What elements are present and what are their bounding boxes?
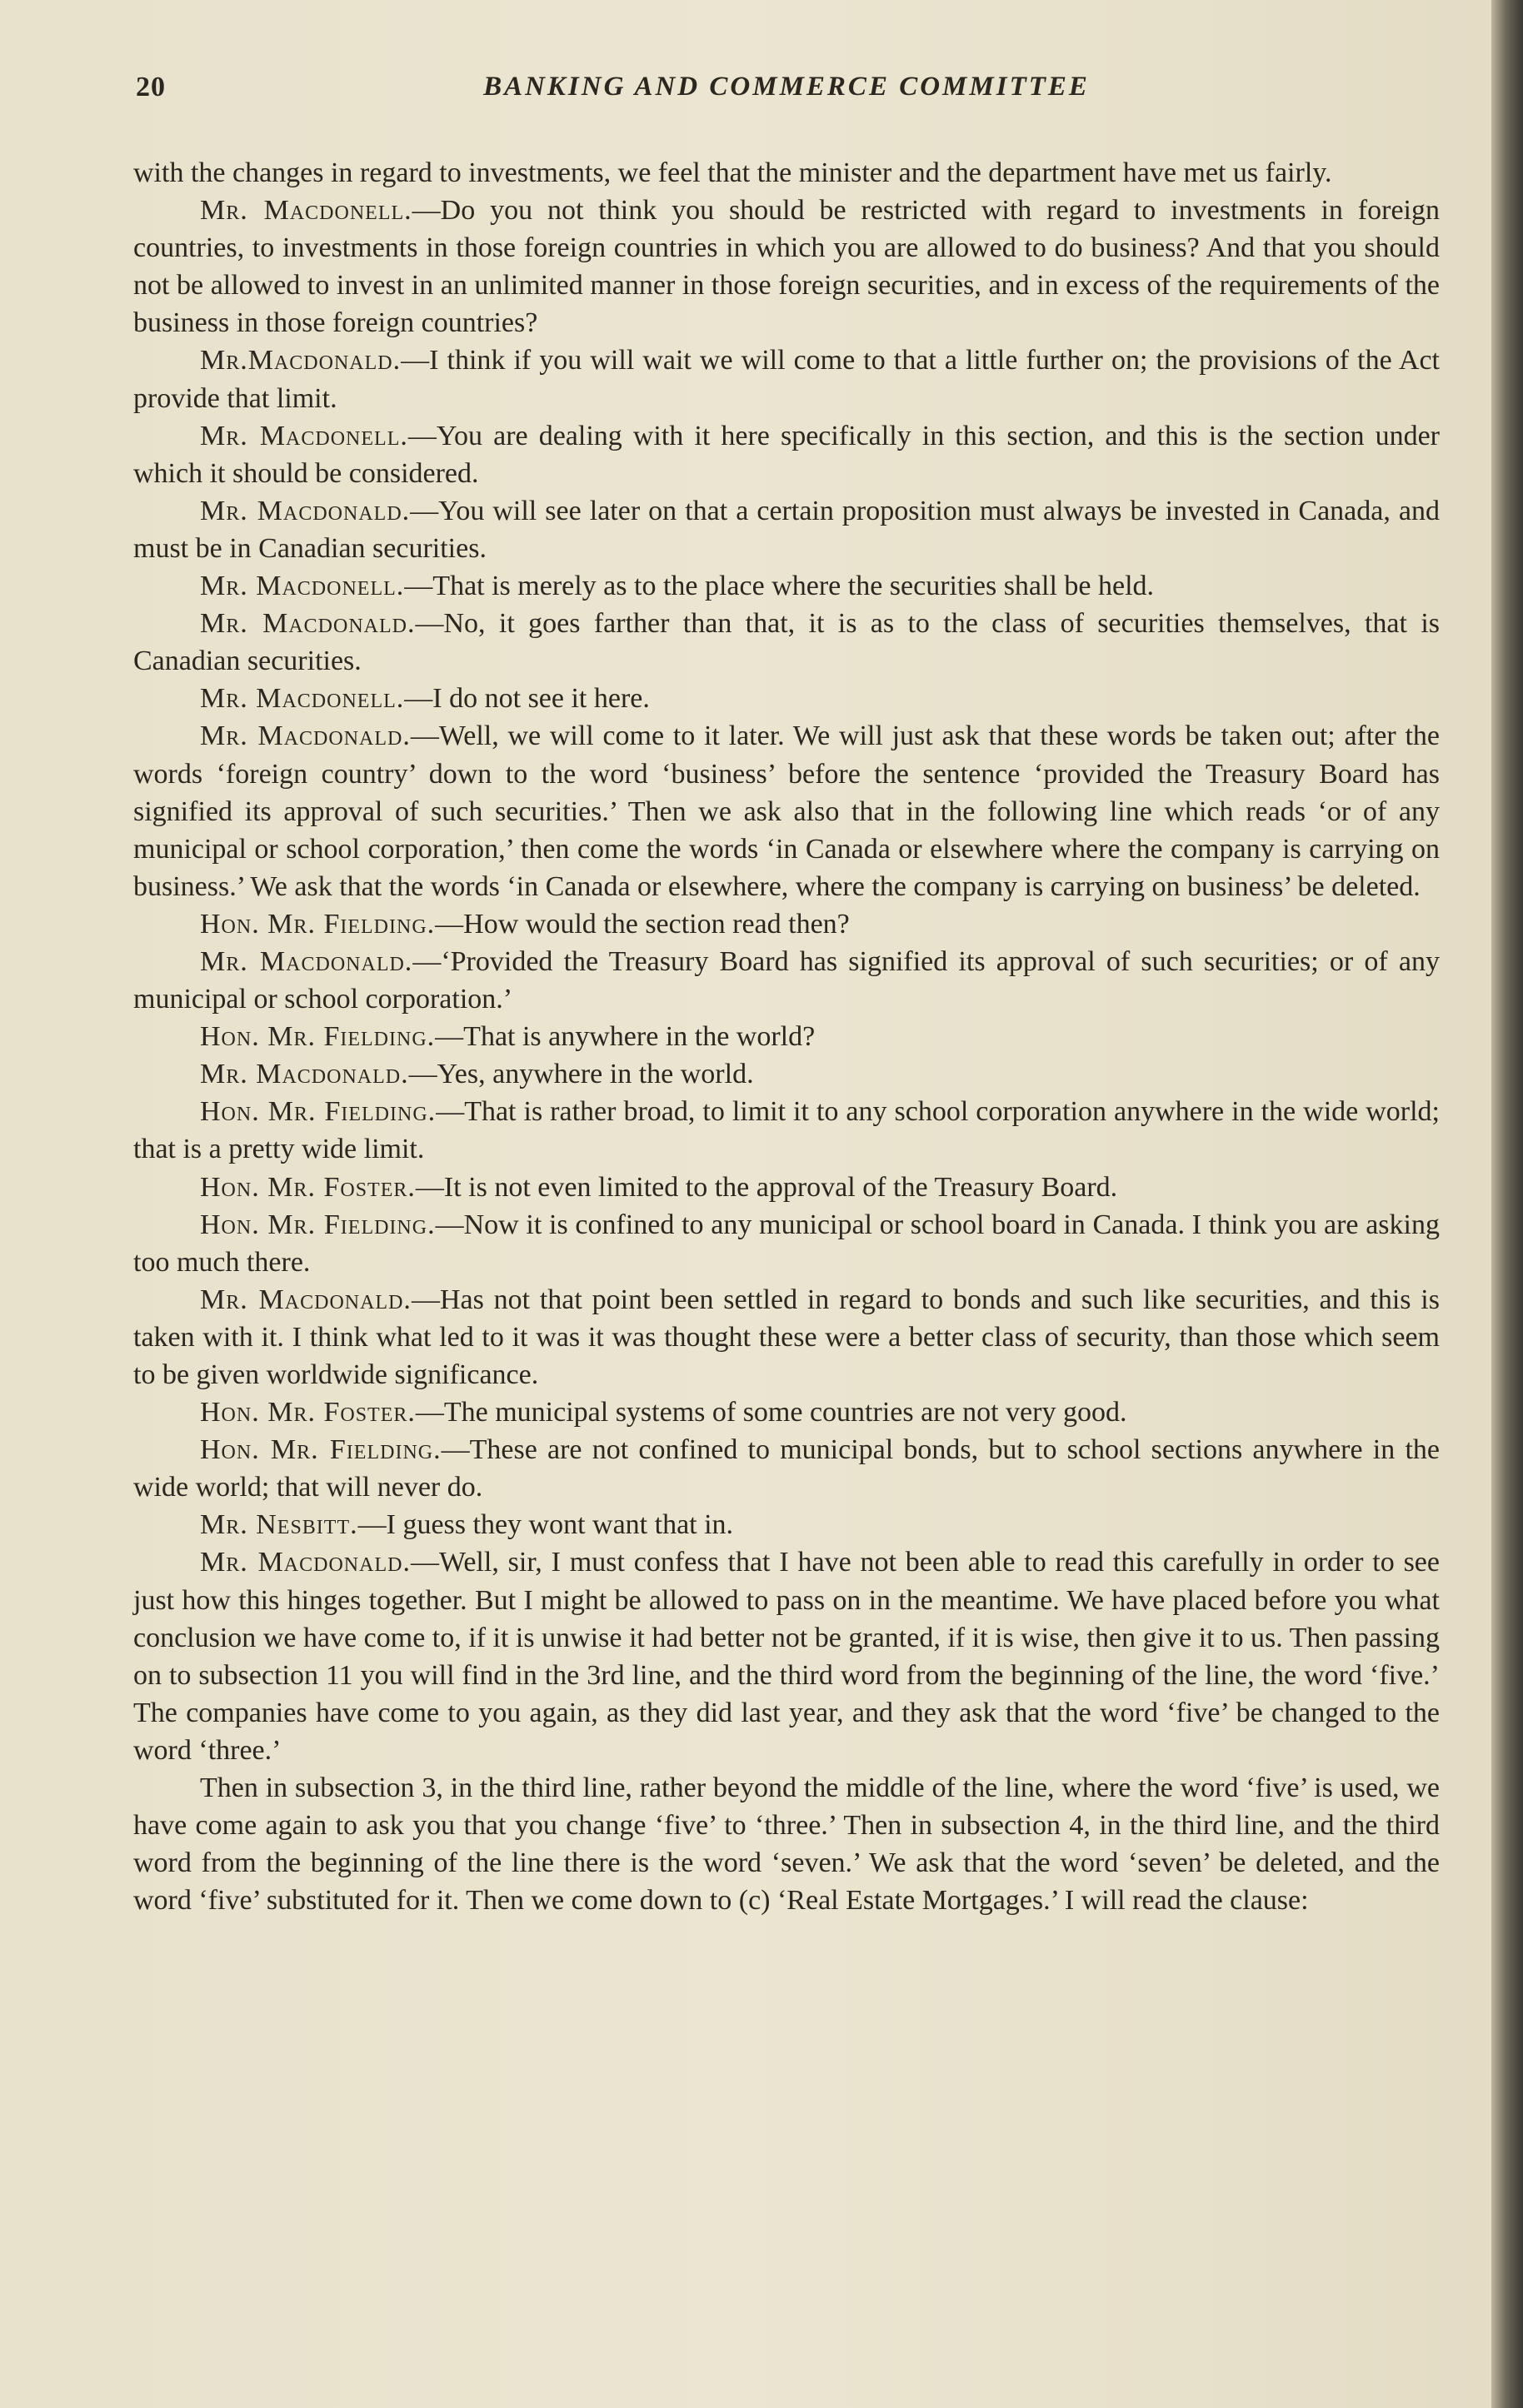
transcript-paragraph [133, 905, 1440, 943]
speaker-name: Mr. Macdonald. [200, 1059, 409, 1090]
speech-text: —Now it is confined to any municipal or school board in Canada. I think you are asking too much there. [133, 1209, 1440, 1278]
speaker-name: Mr. Macdonell. [200, 420, 408, 451]
transcript-paragraph [133, 1281, 1440, 1393]
speaker-name: Mr. Macdonell. [200, 195, 412, 227]
speech-text: —You are dealing with it here specifically in this section, and this is the section under which it should be considered. [133, 420, 1440, 489]
transcript-paragraph [133, 1169, 1440, 1206]
transcript-paragraph [133, 417, 1440, 492]
transcript-paragraph [133, 717, 1440, 905]
speaker-name: Mr. Macdonald. [200, 1284, 412, 1315]
speech-text: —‘Provided the Treasury Board has signified its approval of such securities; or of any municipal or school corporation.’ [133, 945, 1440, 1015]
speech-text: —I guess they wont want that in. [357, 1509, 734, 1541]
speech-text: with the changes in regard to investments, we feel that the minister and the department have met us fairly. [133, 157, 1332, 188]
speech-text: —Has not that point been settled in regard to bonds and such like securities, and this is taken with it. I think what led to it was it was thought these were a better class of security, than those which seem to be given worldwide significance. [133, 1284, 1440, 1390]
speaker-name: Mr. Macdonald. [200, 608, 416, 640]
transcript-paragraph [133, 192, 1440, 342]
speech-text: —The municipal systems of some countries are not very good. [415, 1397, 1127, 1428]
transcript-paragraph [133, 342, 1440, 416]
speech-text: —I do not see it here. [404, 683, 650, 715]
speaker-name: Mr.Macdonald. [200, 345, 402, 376]
speech-text: —Yes, anywhere in the world. [408, 1059, 754, 1090]
speaker-name: Hon. Mr. Fielding. [200, 1096, 437, 1128]
speaker-name: Mr. Macdonald. [200, 495, 411, 526]
speaker-name: Hon. Mr. Fielding. [200, 1209, 436, 1240]
transcript-paragraph [133, 943, 1440, 1018]
speech-text: —No, it goes farther than that, it is as to the class of securities themselves, that is Canadian securities. [133, 608, 1440, 677]
speaker-name: Mr. Macdonald. [200, 720, 411, 752]
transcript-paragraph [133, 567, 1440, 605]
transcript-paragraph [133, 1431, 1440, 1506]
transcript-body [133, 154, 1440, 1919]
speech-text: —How would the section read then? [435, 908, 850, 940]
transcript-paragraph [133, 1018, 1440, 1055]
transcript-paragraph [133, 1093, 1440, 1168]
page-number: 20 [136, 72, 166, 102]
page-header [129, 72, 1444, 108]
speaker-name: Hon. Mr. Foster. [200, 1171, 416, 1203]
transcript-paragraph [133, 1543, 1440, 1769]
speaker-name: Mr. Nesbitt. [200, 1509, 358, 1541]
speaker-name: Hon. Mr. Foster. [200, 1397, 416, 1428]
transcript-paragraph [133, 1055, 1440, 1093]
speech-text: —It is not even limited to the approval of the Treasury Board. [415, 1171, 1118, 1203]
speaker-name: Hon. Mr. Fielding. [200, 1434, 442, 1466]
speaker-name: Mr. Macdonald. [200, 945, 413, 977]
running-head: BANKING AND COMMERCE COMMITTEE [483, 72, 1090, 102]
speaker-name: Hon. Mr. Fielding. [200, 908, 436, 940]
transcript-paragraph [133, 154, 1440, 192]
speech-text: —These are not confined to municipal bonds, but to school sections anywhere in the wide world; that will never do. [133, 1434, 1440, 1503]
transcript-paragraph [133, 1206, 1440, 1281]
transcript-paragraph [133, 1769, 1440, 1919]
transcript-paragraph [133, 1506, 1440, 1543]
transcript-paragraph [133, 605, 1440, 680]
transcript-paragraph [133, 492, 1440, 567]
speech-text: Then in subsection 3, in the third line, rather beyond the middle of the line, where the word ‘five’ is used, we have come again to ask you that you change ‘five’ to ‘three.’ Then in subsection 4, in the third line, and the third word from the beginning of the line there is the word ‘seven.’ We ask that the word ‘seven’ be deleted, and the word ‘five’ substituted for it. Then we come down to (c) ‘Real Estate Mortgages.’ I will read the clause: [133, 1772, 1440, 1917]
speech-text: —I think if you will wait we will come to that a little further on; the provisions of the Act provide that limit. [133, 345, 1440, 414]
transcript-paragraph [133, 1393, 1440, 1431]
speaker-name: Hon. Mr. Fielding. [200, 1021, 436, 1053]
speech-text: —Do you not think you should be restricted with regard to investments in foreign countries, to investments in those foreign countries in which you are allowed to do business? And that you should not be allowed to invest in an unlimited manner in those foreign securities, and in excess of the requirements of the business in those foreign countries? [133, 195, 1440, 339]
transcript-paragraph [133, 680, 1440, 717]
speaker-name: Mr. Macdonald. [200, 1547, 411, 1578]
speech-text: —That is rather broad, to limit it to any school corporation anywhere in the wide world; that is a pretty wide limit. [133, 1096, 1440, 1165]
speech-text: —Well, sir, I must confess that I have not been able to read this carefully in order to see just how this hinges together. But I might be allowed to pass on in the meantime. We have placed before you what conclusion we have come to, if it is unwise it had better not be granted, if it is wise, then give it to us. Then passing on to subsection 11 you will find in the 3rd line, and the third word from the beginning of the line, the word ‘five.’ The companies have come to you again, as they did last year, and they ask that the word ‘five’ be changed to the word ‘three.’ [133, 1547, 1440, 1766]
speech-text: —That is merely as to the place where the securities shall be held. [404, 571, 1155, 602]
speech-text: —You will see later on that a certain proposition must always be invested in Canada, and must be in Canadian securities. [133, 495, 1440, 564]
speech-text: —That is anywhere in the world? [435, 1021, 816, 1053]
speaker-name: Mr. Macdonell. [200, 571, 405, 602]
speech-text: —Well, we will come to it later. We will just ask that these words be taken out; after the words ‘foreign country’ down to the word ‘business’ before the sentence ‘provided the Treasury Board has signified its approval of such securities.’ Then we ask also that in the following line which reads ‘or of any municipal or school corporation,’ then come the words ‘in Canada or elsewhere where the company is carrying on business.’ We ask that the words ‘in Canada or elsewhere, where the company is carrying on business’ be deleted. [133, 720, 1440, 902]
book-spine-shadow [1491, 0, 1523, 2408]
speaker-name: Mr. Macdonell. [200, 683, 405, 715]
